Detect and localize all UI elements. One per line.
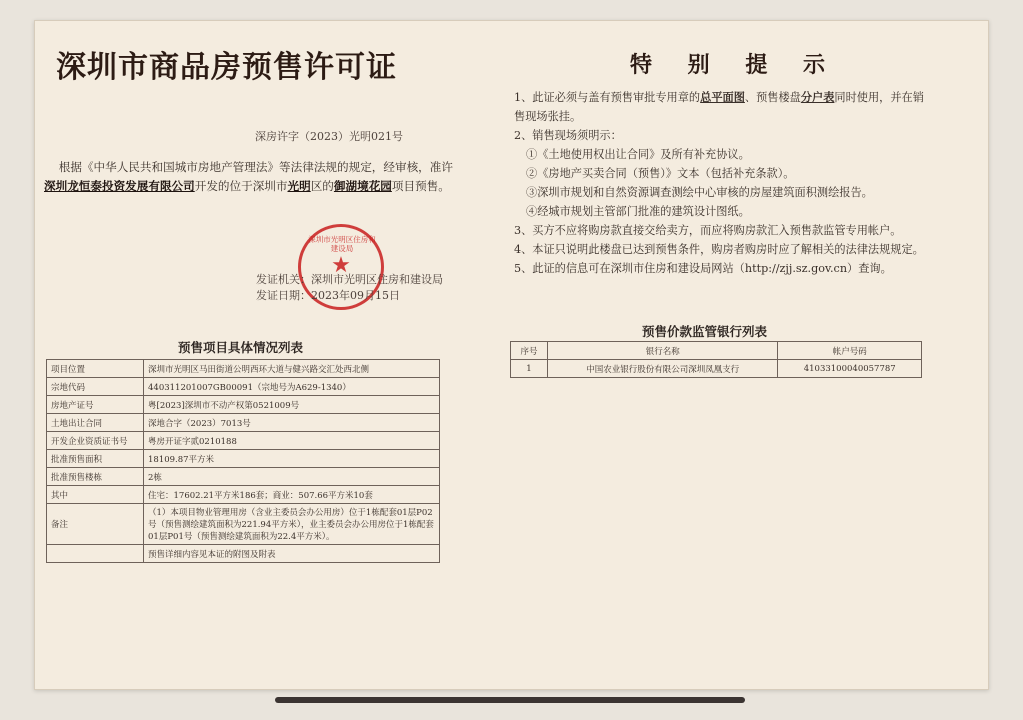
row-label: 备注: [47, 504, 144, 545]
notice-item-5: 5、此证的信息可在深圳市住房和建设局网站（http://zjj.sz.gov.cn）查询。: [514, 262, 892, 275]
certificate-title: 深圳市商品房预售许可证: [56, 50, 397, 85]
approval-text-2: 开发的位于深圳市: [194, 179, 288, 193]
row-value: 18109.87平方米: [144, 450, 440, 468]
notice-item-4: 4、本证只说明此楼盘已达到预售条件，购房者购房时应了解相关的法律法规规定。: [514, 243, 924, 256]
notice-item-2d: ④经城市规划主管部门批准的建筑设计图纸。: [526, 205, 750, 218]
table-footer-note: 预售详细内容见本证的附图及附表: [144, 545, 440, 563]
column-header: 帐户号码: [778, 342, 922, 360]
table-cell: 中国农业银行股份有限公司深圳凤凰支行: [548, 360, 778, 378]
table-header-row: [511, 342, 922, 360]
table-row: [47, 414, 440, 432]
row-value: 粤房开证字贰0210188: [144, 432, 440, 450]
table-row: [47, 378, 440, 396]
project-details-table: [46, 359, 440, 563]
seal-star-icon: ★: [331, 253, 351, 278]
row-label: [47, 545, 144, 563]
issuer-block: [256, 272, 443, 304]
table-cell: 1: [511, 360, 548, 378]
approval-text-1: 根据《中华人民共和国城市房地产管理法》等法律法规的规定，经审核，准许: [58, 160, 453, 174]
table-cell: 41033100040057787: [778, 360, 922, 378]
special-notice-title: 特 别 提 示: [630, 52, 839, 78]
bank-table-title: 预售价款监管银行列表: [642, 324, 768, 339]
row-value: 2栋: [144, 468, 440, 486]
issue-date: 发证日期：2023年09月15日: [256, 289, 400, 302]
developer-name: 深圳龙恒泰投资发展有限公司: [44, 179, 195, 193]
row-value: 440311201007GB00091（宗地号为A629-1340）: [144, 378, 440, 396]
notice-item-2: 2、销售现场须明示：: [514, 129, 622, 142]
column-header: 银行名称: [548, 342, 778, 360]
row-label: 批准预售楼栋: [47, 468, 144, 486]
table-row: [47, 486, 440, 504]
table-row: [47, 504, 440, 545]
column-header: 序号: [511, 342, 548, 360]
row-value: 深地合字（2023）7013号: [144, 414, 440, 432]
table-row: [511, 360, 922, 378]
table-row: [47, 545, 440, 563]
notice-item-1: 1、此证必须与盖有预售审批专用章的总平面图、预售楼盘分户表同时使用，并在销售现场张挂。: [514, 90, 924, 123]
row-label: 宗地代码: [47, 378, 144, 396]
row-label: 房地产证号: [47, 396, 144, 414]
approval-text-4: 项目预售。: [391, 179, 450, 193]
seal-text: 深圳市光明区住房和建设局: [308, 235, 376, 253]
table-row: [47, 468, 440, 486]
table-row: [47, 450, 440, 468]
row-value: （1）本项目物业管理用房（含业主委员会办公用房）位于1栋配套01层P02号（预售测绘建筑面积为221.94平方米），业主委员会办公用房位于1栋配套01层P01号（预售测绘建筑面积为22.4平方米）。: [144, 504, 440, 545]
approval-text-3: 区的: [310, 179, 334, 193]
approval-paragraph: [44, 158, 464, 196]
permit-number: 深房许字（2023）光明021号: [255, 130, 403, 143]
table-row: [47, 360, 440, 378]
table-row: [47, 396, 440, 414]
row-value: 粤[2023]深圳市不动产权第0521009号: [144, 396, 440, 414]
row-label: 项目位置: [47, 360, 144, 378]
project-name: 御湖境花园: [333, 179, 392, 193]
project-table-title: 预售项目具体情况列表: [178, 340, 304, 355]
notice-item-2b: ②《房地产买卖合同（预售）》文本（包括补充条款）。: [526, 167, 795, 180]
row-value: 住宅：17602.21平方米186套；商业：507.66平方米10套: [144, 486, 440, 504]
row-value: 深圳市光明区马田街道公明西环大道与健兴路交汇处西北侧: [144, 360, 440, 378]
row-label: 开发企业资质证书号: [47, 432, 144, 450]
row-label: 批准预售面积: [47, 450, 144, 468]
district-name: 光明: [287, 179, 311, 193]
special-notice-list: [514, 88, 928, 278]
row-label: 其中: [47, 486, 144, 504]
table-row: [47, 432, 440, 450]
row-label: 土地出让合同: [47, 414, 144, 432]
home-indicator[interactable]: [275, 697, 745, 703]
bank-table: [510, 341, 922, 378]
notice-item-3: 3、买方不应将购房款直接交给卖方，而应将购房款汇入预售款监管专用帐户。: [514, 224, 902, 237]
issuing-authority: 发证机关：深圳市光明区住房和建设局: [256, 273, 443, 286]
notice-item-2a: ①《土地使用权出让合同》及所有补充协议。: [526, 148, 750, 161]
notice-item-2c: ③深圳市规划和自然资源调查测绘中心审核的房屋建筑面积测绘报告。: [526, 186, 873, 199]
